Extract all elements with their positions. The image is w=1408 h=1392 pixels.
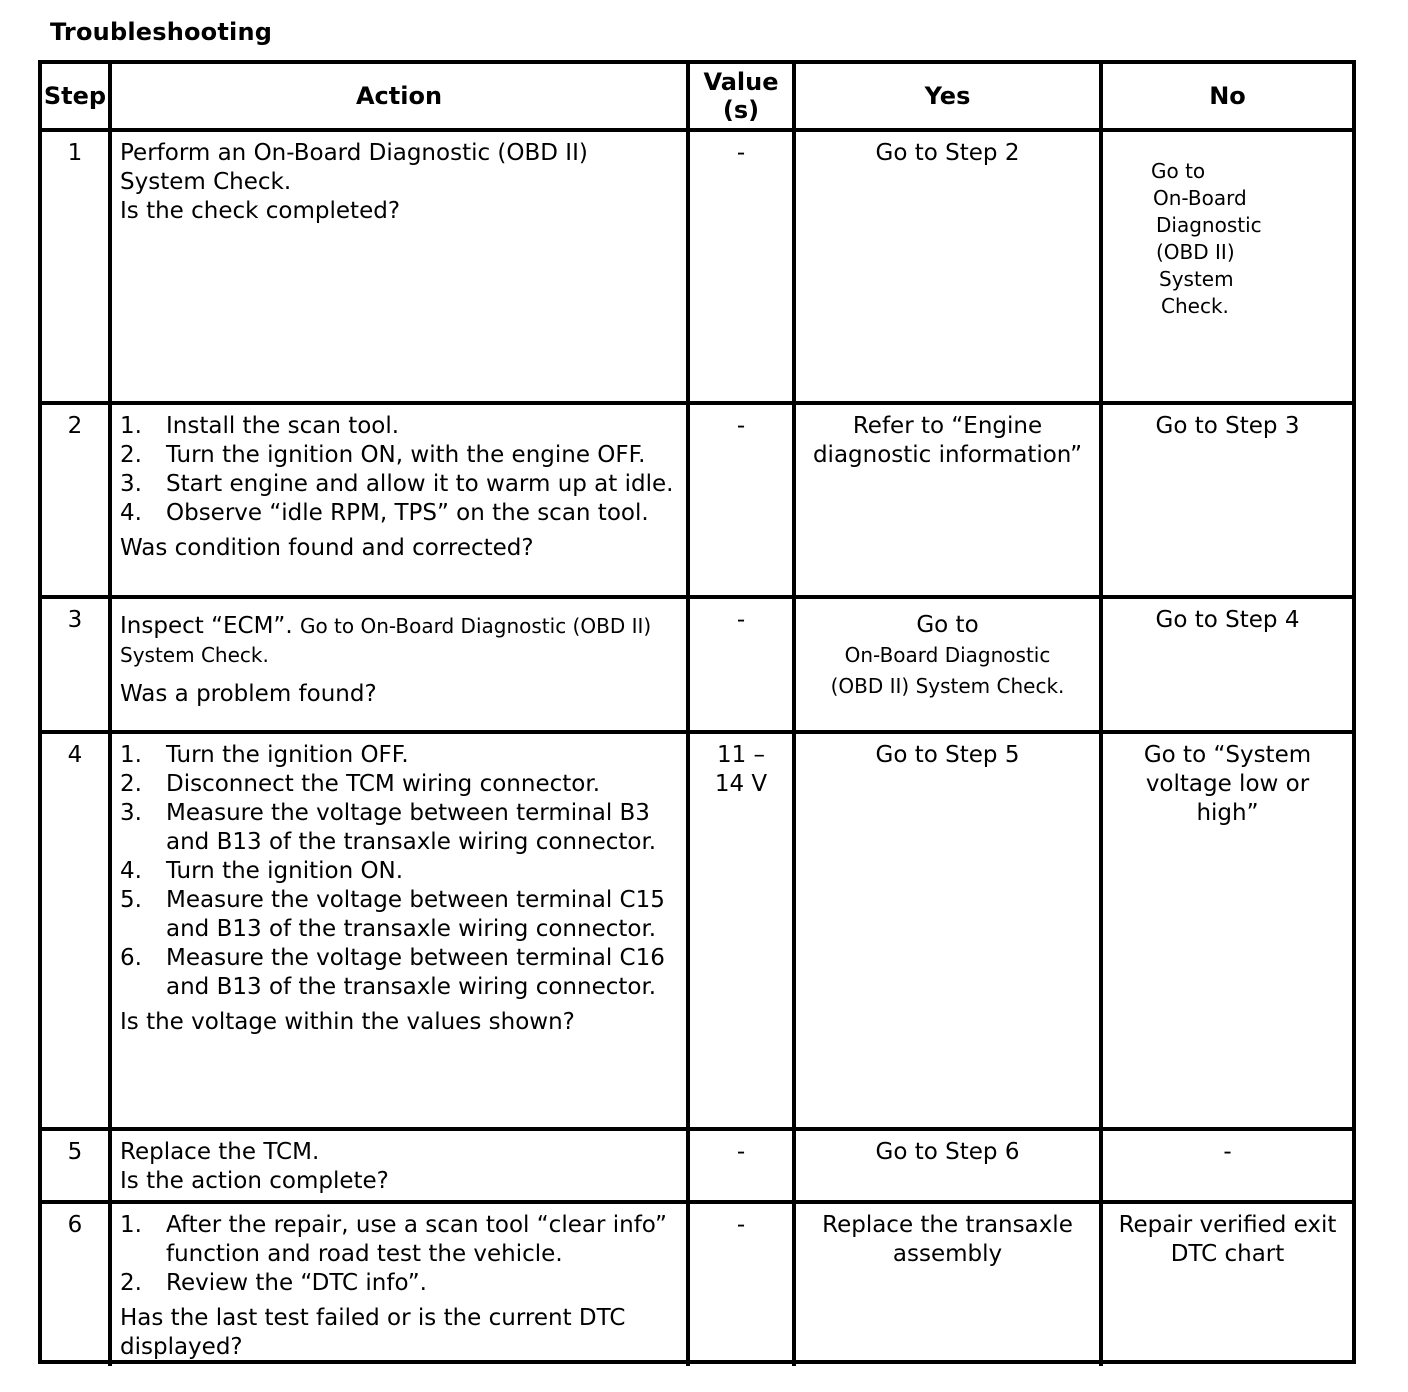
question-text: Has the last test failed or is the current DTC displayed? (120, 1305, 626, 1360)
header-action: Action (110, 64, 688, 130)
yes-text: On-Board Diagnostic (844, 643, 1051, 667)
troubleshooting-table (42, 64, 1352, 1366)
yes-text: Go to (916, 612, 979, 638)
action-cell (110, 403, 688, 597)
step-number: 3 (42, 597, 110, 732)
step-number: 4 (42, 732, 110, 1129)
value-cell: - (688, 1129, 794, 1202)
page-title: Troubleshooting (50, 18, 273, 46)
yes-cell (794, 597, 1101, 732)
table-row (42, 1129, 1352, 1202)
action-text: Inspect “ECM”. Go to On-Board Diagnostic (OBD II) System Check. (120, 613, 652, 667)
action-list-item: 3. Start engine and allow it to warm up at idle. (120, 471, 674, 497)
yes-cell: Go to Step 5 (794, 732, 1101, 1129)
action-list-item: 1. Turn the ignition OFF. (120, 742, 409, 768)
value-cell: - (688, 1202, 794, 1366)
action-list-item: 2. Review the “DTC info”. (120, 1270, 427, 1296)
header-no: No (1101, 64, 1352, 130)
action-list-item: 2. Disconnect the TCM wiring connector. (120, 771, 601, 797)
no-cell: Go to Step 4 (1101, 597, 1352, 732)
troubleshooting-table-frame (38, 60, 1356, 1364)
yes-cell: Go to Step 6 (794, 1129, 1101, 1202)
action-list-item: 6. Measure the voltage between terminal C16 and B13 of the transaxle wiring connector. (120, 945, 665, 1000)
action-list-item: 5. Measure the voltage between terminal C15 and B13 of the transaxle wiring connector. (120, 887, 665, 942)
step-number: 5 (42, 1129, 110, 1202)
no-text: Diagnostic (1156, 213, 1262, 237)
header-step: Step (42, 64, 110, 130)
header-row (42, 64, 1352, 130)
action-cell (110, 1129, 688, 1202)
value-cell: - (688, 597, 794, 732)
action-list (120, 741, 678, 1002)
action-list-item: 3. Measure the voltage between terminal B3 and B13 of the transaxle wiring connector. (120, 800, 657, 855)
action-list-item: 1. After the repair, use a scan tool “clear info” function and road test the vehicle. (120, 1212, 667, 1267)
question-text: Was condition found and corrected? (120, 535, 534, 561)
table-row (42, 1202, 1352, 1366)
action-text: System Check. (120, 169, 292, 195)
question-text: Is the action complete? (120, 1168, 389, 1194)
no-cell (1101, 130, 1352, 403)
yes-cell: Replace the transaxle assembly (794, 1202, 1101, 1366)
value-cell: - (688, 403, 794, 597)
table-row (42, 403, 1352, 597)
question-text: Was a problem found? (120, 681, 377, 707)
value-cell: 11 – 14 V (688, 732, 794, 1129)
no-text: Check. (1161, 294, 1229, 318)
no-text: On-Board (1153, 186, 1247, 210)
header-yes: Yes (794, 64, 1101, 130)
action-list (120, 412, 678, 528)
yes-cell: Refer to “Engine diagnostic information” (794, 403, 1101, 597)
yes-text: (OBD II) System Check. (830, 674, 1065, 698)
action-list (120, 1211, 678, 1298)
table-row (42, 597, 1352, 732)
table-row (42, 732, 1352, 1129)
header-value: Value (s) (688, 64, 794, 130)
no-text: System (1159, 267, 1234, 291)
step-number: 1 (42, 130, 110, 403)
question-text: Is the voltage within the values shown? (120, 1009, 575, 1035)
action-list-item: 1. Install the scan tool. (120, 413, 400, 439)
no-text: Go to (1151, 159, 1206, 183)
no-cell: Go to Step 3 (1101, 403, 1352, 597)
action-text: Perform an On-Board Diagnostic (OBD II) (120, 140, 588, 166)
table-row (42, 130, 1352, 403)
step-number: 2 (42, 403, 110, 597)
no-text: (OBD II) (1156, 240, 1235, 264)
question-text: Is the check completed? (120, 198, 401, 224)
no-cell: Repair verified exit DTC chart (1101, 1202, 1352, 1366)
no-cell: Go to “System voltage low or high” (1101, 732, 1352, 1129)
action-cell (110, 732, 688, 1129)
yes-cell: Go to Step 2 (794, 130, 1101, 403)
action-list-item: 4. Observe “idle RPM, TPS” on the scan tool. (120, 500, 649, 526)
action-text: Replace the TCM. (120, 1139, 320, 1165)
action-cell (110, 597, 688, 732)
action-cell (110, 130, 688, 403)
action-list-item: 2. Turn the ignition ON, with the engine OFF. (120, 442, 646, 468)
no-cell: - (1101, 1129, 1352, 1202)
step-number: 6 (42, 1202, 110, 1366)
action-list-item: 4. Turn the ignition ON. (120, 858, 404, 884)
action-cell (110, 1202, 688, 1366)
value-cell: - (688, 130, 794, 403)
